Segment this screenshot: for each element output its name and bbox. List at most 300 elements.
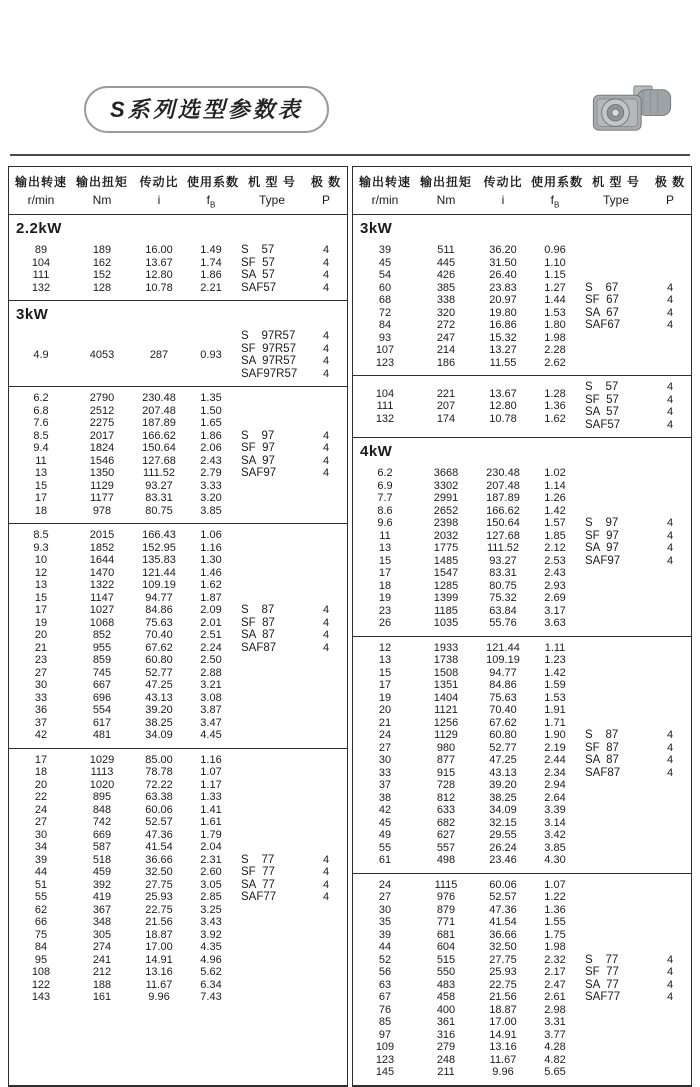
model-type-label: SA 97 [241, 454, 275, 467]
value-cell: 52 [378, 953, 392, 966]
value-cell: 23.46 [489, 854, 517, 867]
value-cell: 1121 [434, 704, 458, 717]
header-col-label: 使用系数 [187, 175, 240, 189]
value-cell: 17.00 [489, 1016, 517, 1029]
value-cell: 150.64 [486, 517, 520, 530]
value-cell: 728 [436, 779, 456, 792]
header-col-unit: $f_B$ [550, 193, 560, 210]
value-cell: 696 [92, 691, 112, 704]
value-cell: 189 [92, 244, 112, 257]
value-cell: 4.45 [200, 729, 222, 742]
value-cell: 1470 [89, 566, 115, 579]
pole-count: 4 [666, 991, 674, 1004]
value-cell: 1.35 [200, 392, 222, 405]
value-cell: 93.27 [489, 554, 517, 567]
pole-count: 4 [322, 429, 330, 442]
value-cell: 1.17 [200, 778, 222, 791]
pole-count: 4 [322, 891, 330, 904]
value-cell: 166.62 [486, 504, 520, 517]
value-cell: 54 [378, 269, 392, 282]
value-cell: 3.14 [544, 816, 566, 829]
type-group-block [9, 239, 347, 301]
value-cell: 1.27 [544, 281, 566, 294]
value-cell: 1185 [434, 604, 458, 617]
value-cell: 62 [34, 903, 48, 916]
value-cell: 3.42 [544, 829, 566, 842]
value-cell: 682 [436, 816, 456, 829]
value-cell: 2.53 [544, 554, 566, 567]
value-cell: 2.43 [200, 454, 222, 467]
value-cell: 1.15 [544, 269, 566, 282]
value-cell: 25.93 [489, 966, 517, 979]
value-cell: 12 [34, 566, 48, 579]
pole-count: 4 [322, 641, 330, 654]
pole-count: 4 [322, 604, 330, 617]
value-cell: 10.78 [145, 281, 173, 294]
value-cell: 4.28 [544, 1041, 566, 1054]
value-cell: 955 [92, 641, 112, 654]
value-cell: 132 [375, 412, 395, 425]
value-cell: 17.00 [145, 941, 173, 954]
value-cell: 207 [436, 400, 456, 413]
value-cell: 2.24 [200, 641, 222, 654]
header-col-label: 使用系数 [531, 175, 584, 189]
value-cell: 27 [34, 666, 48, 679]
model-type-label: SA 57 [585, 406, 619, 419]
value-cell: 1.50 [200, 404, 222, 417]
header-col-unit: P [665, 193, 674, 207]
value-cell: 61 [378, 854, 392, 867]
value-cell: 0.96 [544, 244, 566, 257]
type-group-block [353, 874, 691, 1086]
value-cell: 36 [34, 704, 48, 717]
value-cell: 30 [378, 754, 392, 767]
model-type-label: SA 97R57 [241, 355, 296, 368]
value-cell: 109 [375, 1041, 395, 1054]
value-cell: 1.86 [200, 269, 222, 282]
pole-count: 4 [322, 878, 330, 891]
values-grid [9, 349, 235, 362]
value-cell: 36.66 [489, 928, 517, 941]
value-cell: 3.20 [200, 492, 222, 505]
value-cell: 20.97 [489, 294, 517, 307]
value-cell: 41.54 [145, 841, 173, 854]
model-type-label: S 77 [241, 853, 275, 866]
value-cell: 1.90 [544, 729, 566, 742]
types-grid [579, 517, 687, 630]
value-cell: 1546 [89, 454, 115, 467]
types-grid [235, 430, 343, 518]
value-cell: 6.2 [33, 392, 49, 405]
value-cell: 34.09 [145, 729, 173, 742]
value-cell: 13 [34, 467, 48, 480]
value-cell: 128 [92, 281, 112, 294]
value-cell: 15 [378, 666, 392, 679]
value-cell: 1.28 [544, 387, 566, 400]
value-cell: 89 [34, 244, 48, 257]
value-cell: 1.79 [200, 828, 222, 841]
pole-count: 4 [322, 342, 330, 355]
value-cell: 2.88 [200, 666, 222, 679]
value-cell: 18 [34, 766, 48, 779]
pole-count: 4 [666, 306, 674, 319]
value-cell: 166.62 [142, 429, 176, 442]
value-cell: 21.56 [489, 991, 517, 1004]
value-cell: 667 [92, 679, 112, 692]
value-cell: 305 [92, 928, 112, 941]
value-cell: 32.15 [489, 816, 517, 829]
value-cell: 498 [436, 854, 456, 867]
value-cell: 1547 [433, 567, 459, 580]
value-cell: 1.53 [544, 306, 566, 319]
header-col-label: 输出扭矩 [75, 175, 128, 189]
value-cell: 14.91 [145, 953, 173, 966]
right-table [352, 166, 692, 1087]
pole-count: 4 [322, 442, 330, 455]
value-cell: 1.22 [544, 891, 566, 904]
model-type-label: S 87 [241, 604, 275, 617]
value-cell: 1285 [433, 579, 459, 592]
type-group-block [9, 325, 347, 387]
value-cell: 1.75 [544, 928, 566, 941]
value-cell: 3.05 [200, 878, 222, 891]
value-cell: 2015 [89, 529, 115, 542]
value-cell: 83.31 [145, 492, 173, 505]
value-cell: 207.48 [142, 404, 176, 417]
value-cell: 143 [31, 991, 51, 1004]
value-cell: 6.2 [377, 467, 393, 480]
type-group-block [353, 239, 691, 376]
value-cell: 70.40 [489, 704, 517, 717]
value-cell: 17 [34, 492, 48, 505]
pole-count: 4 [322, 853, 330, 866]
value-cell: 55 [378, 841, 392, 854]
value-cell: 123 [375, 356, 395, 369]
value-cell: 39 [34, 853, 48, 866]
value-cell: 33 [34, 691, 48, 704]
model-type-label: SAF57 [585, 418, 621, 431]
section-heading: 3kW [360, 220, 393, 238]
value-cell: 248 [436, 1053, 456, 1066]
header-col-unit: $f_B$ [206, 193, 216, 210]
header-col-unit: P [321, 193, 330, 207]
section-heading: 4kW [360, 443, 393, 461]
value-cell: 93 [378, 331, 392, 344]
value-cell: 617 [92, 716, 112, 729]
value-cell: 111 [32, 269, 50, 282]
value-cell: 1068 [89, 616, 115, 629]
values-grid [9, 529, 235, 742]
value-cell: 2790 [89, 392, 115, 405]
value-cell: 1.42 [544, 504, 566, 517]
value-cell: 111.52 [486, 542, 519, 555]
value-cell: 188 [92, 978, 112, 991]
value-cell: 27.75 [489, 953, 517, 966]
value-cell: 104 [375, 387, 395, 400]
type-group-block [353, 462, 691, 637]
values-grid [353, 467, 579, 630]
value-cell: 241 [92, 953, 112, 966]
value-cell: 3.77 [544, 1028, 566, 1041]
value-cell: 459 [92, 866, 112, 879]
value-cell: 44 [378, 941, 392, 954]
value-cell: 1.55 [544, 916, 566, 929]
value-cell: 2.51 [200, 629, 222, 642]
value-cell: 3.17 [544, 604, 566, 617]
type-group-block [9, 524, 347, 749]
value-cell: 9.3 [33, 541, 49, 554]
value-cell: 38.25 [489, 791, 517, 804]
value-cell: 4.35 [200, 941, 222, 954]
value-cell: 63.38 [145, 791, 173, 804]
value-cell: 7.43 [200, 991, 222, 1004]
model-type-label: S 57 [585, 381, 619, 394]
value-cell: 97 [378, 1028, 392, 1041]
value-cell: 211 [437, 1066, 455, 1079]
value-cell: 1027 [89, 604, 115, 617]
pole-count: 4 [666, 542, 674, 555]
value-cell: 67.62 [145, 641, 173, 654]
value-cell: 12.80 [145, 269, 173, 282]
value-cell: 812 [436, 791, 456, 804]
value-cell: 3.63 [544, 617, 566, 630]
model-type-label: SF 87 [585, 741, 619, 754]
value-cell: 1.16 [200, 541, 222, 554]
section-heading: 3kW [16, 306, 49, 324]
value-cell: 121.44 [486, 641, 520, 654]
value-cell: 338 [436, 294, 456, 307]
value-cell: 316 [436, 1028, 456, 1041]
value-cell: 8.6 [377, 504, 393, 517]
model-type-label: SA 77 [585, 978, 619, 991]
value-cell: 1035 [433, 617, 459, 630]
types-grid [579, 729, 687, 867]
value-cell: 604 [436, 941, 456, 954]
unit-subscript: B [554, 200, 560, 210]
value-cell: 12.80 [489, 400, 517, 413]
value-cell: 60 [378, 281, 392, 294]
value-cell: 1824 [89, 442, 115, 455]
value-cell: 84.86 [489, 679, 517, 692]
types-grid [579, 381, 687, 431]
value-cell: 2.04 [200, 841, 222, 854]
value-cell: 42 [34, 729, 48, 742]
value-cell: 848 [92, 803, 112, 816]
value-cell: 4.30 [544, 854, 566, 867]
value-cell: 20 [34, 778, 48, 791]
value-cell: 162 [92, 256, 112, 269]
model-type-label: SF 97 [585, 529, 619, 542]
value-cell: 52.57 [145, 816, 173, 829]
value-cell: 72.22 [145, 778, 173, 791]
value-cell: 11.67 [145, 978, 173, 991]
value-cell: 47.36 [145, 828, 173, 841]
value-cell: 13.16 [489, 1041, 517, 1054]
values-grid [353, 642, 579, 867]
header-col-label: 输出转速 [358, 175, 411, 189]
pole-count: 4 [666, 517, 674, 530]
value-cell: 27.75 [145, 878, 173, 891]
types-grid [235, 244, 343, 294]
pole-count: 4 [666, 554, 674, 567]
header-col-unit: Nm [436, 193, 456, 207]
pole-count: 4 [322, 355, 330, 368]
value-cell: 51 [34, 878, 48, 891]
value-cell: 31.50 [489, 256, 517, 269]
value-cell: 877 [436, 754, 456, 767]
page-title: S系列选型参数表 [110, 97, 303, 122]
value-cell: 2.62 [544, 356, 566, 369]
value-cell: 1.11 [544, 641, 566, 654]
value-cell: 6.34 [200, 978, 222, 991]
model-type-label: SF 57 [241, 256, 275, 269]
value-cell: 1.57 [544, 517, 566, 530]
value-cell: 109.19 [486, 654, 520, 667]
model-type-label: SAF57 [241, 281, 277, 294]
model-type-label: SAF67 [585, 319, 621, 332]
value-cell: 36.20 [489, 244, 517, 257]
value-cell: 7.7 [377, 492, 393, 505]
value-cell: 76 [378, 1003, 392, 1016]
value-cell: 75 [34, 928, 48, 941]
value-cell: 80.75 [145, 504, 173, 517]
value-cell: 557 [436, 841, 456, 854]
value-cell: 22.75 [489, 978, 517, 991]
value-cell: 483 [436, 978, 456, 991]
value-cell: 230.48 [486, 467, 520, 480]
value-cell: 19.80 [489, 306, 517, 319]
value-cell: 515 [436, 953, 456, 966]
value-cell: 2.79 [200, 467, 222, 480]
value-cell: 1.46 [200, 566, 222, 579]
header-col-unit: i [157, 193, 161, 207]
value-cell: 52.77 [145, 666, 173, 679]
value-cell: 3668 [433, 467, 459, 480]
value-cell: 75.63 [489, 691, 517, 704]
values-grid [353, 879, 579, 1079]
value-cell: 1.74 [200, 256, 222, 269]
value-cell: 14.91 [489, 1028, 517, 1041]
value-cell: 3.43 [200, 916, 222, 929]
pole-count: 4 [322, 629, 330, 642]
value-cell: 18 [378, 579, 392, 592]
value-cell: 3.25 [200, 903, 222, 916]
value-cell: 2652 [433, 504, 459, 517]
values-grid [9, 244, 235, 294]
value-cell: 1399 [433, 592, 459, 605]
value-cell: 1485 [433, 554, 459, 567]
value-cell: 17 [378, 567, 392, 580]
value-cell: 150.64 [142, 442, 176, 455]
value-cell: 2.28 [544, 344, 566, 357]
value-cell: 75.32 [489, 592, 517, 605]
value-cell: 3.87 [200, 704, 222, 717]
header-col-label: 输出转速 [14, 175, 67, 189]
value-cell: 83.31 [489, 567, 517, 580]
pole-count: 4 [666, 319, 674, 332]
value-cell: 26.24 [489, 841, 517, 854]
value-cell: 15.32 [489, 331, 517, 344]
page-header [8, 86, 692, 148]
value-cell: 1404 [433, 691, 459, 704]
value-cell: 1508 [433, 666, 459, 679]
header-col-label: 机 型 号 [592, 175, 640, 189]
pole-count: 4 [666, 741, 674, 754]
model-type-label: S 57 [241, 244, 275, 257]
value-cell: 44 [34, 866, 48, 879]
value-cell: 895 [92, 791, 112, 804]
value-cell: 13.16 [145, 966, 173, 979]
value-cell: 94.77 [145, 591, 173, 604]
value-cell: 1.62 [544, 412, 566, 425]
pole-count: 4 [666, 754, 674, 767]
value-cell: 52.57 [489, 891, 517, 904]
value-cell: 36.66 [145, 853, 173, 866]
value-cell: 1.14 [544, 479, 566, 492]
value-cell: 287 [149, 349, 169, 362]
header-col-label: 机 型 号 [248, 175, 296, 189]
value-cell: 2991 [433, 492, 459, 505]
value-cell: 17 [34, 753, 48, 766]
value-cell: 1.85 [544, 529, 566, 542]
horizontal-divider [10, 154, 690, 156]
value-cell: 42 [378, 804, 392, 817]
value-cell: 68 [378, 294, 392, 307]
value-cell: 186 [436, 356, 456, 369]
title-box [84, 86, 329, 133]
model-type-label: SF 67 [585, 294, 619, 307]
model-type-label: SAF97 [241, 467, 277, 480]
value-cell: 47.25 [489, 754, 517, 767]
value-cell: 72 [378, 306, 392, 319]
value-cell: 1129 [434, 729, 458, 742]
value-cell: 1.02 [544, 467, 566, 480]
model-type-label: SF 97 [241, 442, 275, 455]
value-cell: 2.31 [200, 853, 222, 866]
value-cell: 13 [34, 579, 48, 592]
value-cell: 214 [436, 344, 456, 357]
types-grid [235, 604, 343, 742]
value-cell: 980 [436, 741, 456, 754]
value-cell: 11 [35, 454, 47, 467]
value-cell: 47.25 [145, 679, 173, 692]
value-cell: 367 [92, 903, 112, 916]
value-cell: 30 [34, 828, 48, 841]
value-cell: 1322 [89, 579, 115, 592]
value-cell: 742 [92, 816, 112, 829]
value-cell: 230.48 [142, 392, 176, 405]
pole-count: 4 [666, 418, 674, 431]
value-cell: 915 [436, 766, 456, 779]
model-type-label: SAF87 [241, 641, 277, 654]
left-table [8, 166, 348, 1087]
value-cell: 108 [31, 966, 51, 979]
value-cell: 152 [92, 269, 112, 282]
value-cell: 187.89 [486, 492, 520, 505]
value-cell: 11.67 [489, 1053, 517, 1066]
value-cell: 212 [92, 966, 112, 979]
value-cell: 13 [378, 542, 392, 555]
value-cell: 32.50 [145, 866, 173, 879]
value-cell: 669 [92, 828, 112, 841]
value-cell: 78.78 [145, 766, 173, 779]
header-col-unit: r/min [371, 193, 399, 207]
model-type-label: SF 97R57 [241, 342, 296, 355]
value-cell: 39 [378, 244, 392, 257]
value-cell: 11 [379, 529, 391, 542]
value-cell: 21 [378, 716, 392, 729]
pole-count: 4 [322, 269, 330, 282]
